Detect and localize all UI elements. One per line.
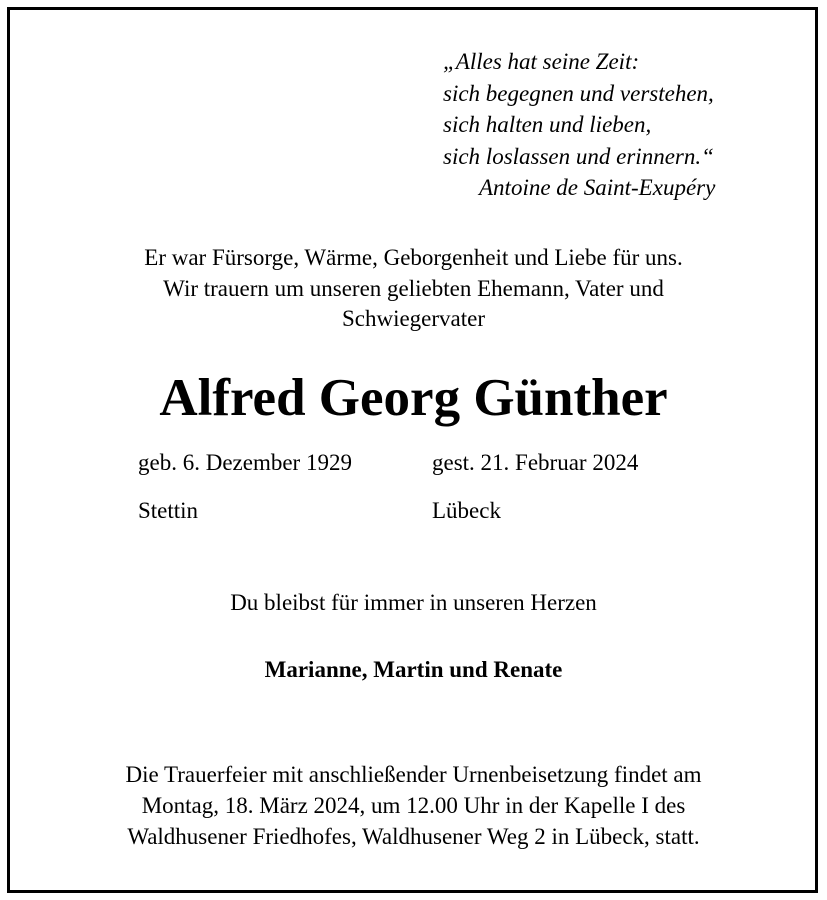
death-date: gest. 21. Februar 2024 [432,450,639,475]
birth-date: geb. 6. Dezember 1929 [138,450,352,475]
service-line: Die Trauerfeier mit anschließender Urnenbeisetzung findet am [125,762,702,787]
quote-line: „Alles hat seine Zeit: [443,49,640,74]
intro-line: Er war Fürsorge, Wärme, Geborgenheit und Liebe für uns. [144,245,683,270]
quote-line: sich loslassen und erinnern.“ [443,143,714,169]
intro-text [0,243,827,335]
family-names: Marianne, Martin und Renate [264,657,563,682]
deceased-name: Alfred Georg Günther [159,369,668,427]
birth-info [138,449,352,525]
intro-line: Schwiegervater [341,306,486,331]
quote-line: sich halten und lieben, [443,112,652,137]
remembrance-line: Du bleibst für immer in unseren Herzen [230,590,597,615]
quote-line: sich begegnen und verstehen, [443,80,714,106]
death-info [432,449,638,525]
service-line: Waldhusener Friedhofes, Waldhusener Weg 2 in Lübeck, statt. [127,824,700,849]
death-place: Lübeck [432,498,501,523]
intro-line: Wir trauern um unseren geliebten Ehemann, Vater und [163,275,664,301]
quote-block [443,46,715,204]
quote-author: Antoine de Saint-Exupéry [479,175,716,200]
birth-place: Stettin [138,498,199,523]
service-line: Montag, 18. März 2024, um 12.00 Uhr in der Kapelle I des [141,793,686,818]
funeral-service-info [0,759,827,852]
